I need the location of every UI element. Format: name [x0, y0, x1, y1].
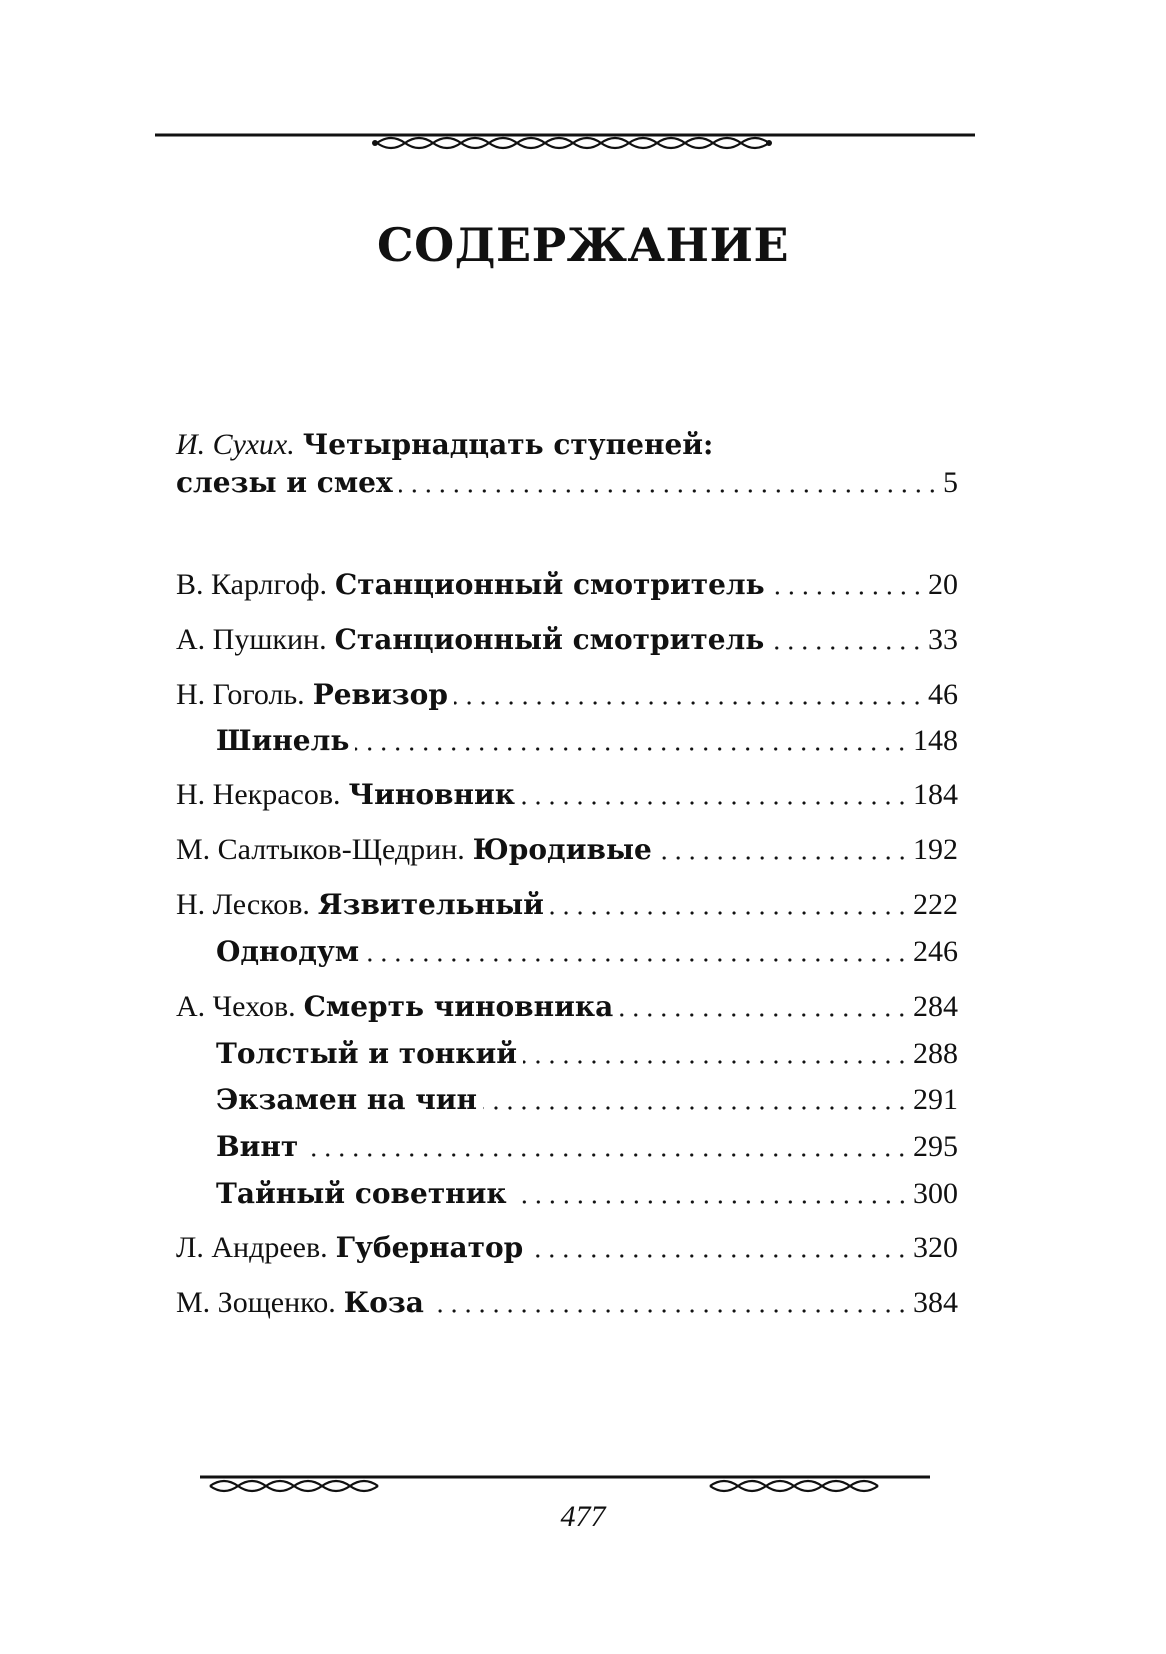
toc-author: Н. Некрасов. [176, 778, 341, 811]
toc-title: Толстый и тонкий [216, 1037, 518, 1070]
bottom-divider-ornament [200, 1470, 930, 1504]
toc-page-number: 291 [913, 1083, 958, 1116]
dot-leader [304, 1152, 909, 1158]
top-divider-ornament [155, 125, 975, 161]
toc-title: Чиновник [348, 778, 515, 811]
toc-page-number: 246 [913, 935, 958, 968]
toc-page-number: 300 [913, 1177, 958, 1210]
toc-title: Экзамен на чин [216, 1083, 478, 1116]
toc-entry [216, 932, 958, 972]
toc-page-number: 222 [913, 888, 958, 921]
toc-entry [176, 775, 958, 815]
toc-title: Юродивые [472, 833, 652, 866]
toc-page-number: 288 [913, 1037, 958, 1070]
toc-author: М. Салтыков-Щедрин. [176, 833, 465, 866]
toc-title: слезы и смех [176, 466, 393, 499]
toc-page-number: 148 [913, 724, 958, 757]
toc-entry [176, 675, 958, 715]
dot-leader [550, 910, 909, 916]
dot-leader [521, 800, 909, 806]
toc-author: Н. Гоголь. [176, 678, 305, 711]
toc-page-number: 184 [913, 778, 958, 811]
toc-entry [216, 1127, 958, 1167]
toc-author: А. Пушкин. [176, 623, 327, 656]
toc-title: Коза [343, 1286, 424, 1319]
dot-leader [619, 1012, 909, 1018]
toc-title: Губернатор [335, 1231, 524, 1264]
toc-author: А. Чехов. [176, 990, 296, 1023]
toc-title: Смерть чиновника [303, 990, 614, 1023]
toc-author: Н. Лесков. [176, 888, 310, 921]
toc-title: Четырнадцать ступеней: [302, 428, 714, 461]
toc-entry [176, 1283, 958, 1323]
toc-author: В. Карлгоф. [176, 568, 328, 601]
dot-leader [355, 746, 909, 752]
toc-entry [176, 830, 958, 870]
toc-intro-line-1 [176, 425, 958, 465]
toc-entry [176, 987, 958, 1027]
toc-title: Тайный советник [216, 1177, 507, 1210]
dot-leader [483, 1105, 909, 1111]
toc-title: Ревизор [312, 678, 448, 711]
dot-leader [771, 590, 924, 596]
dot-leader [430, 1308, 909, 1314]
dot-leader [399, 488, 939, 494]
toc-title: Станционный смотритель [335, 568, 765, 601]
toc-page-number: 284 [913, 990, 958, 1023]
toc-page-number: 192 [913, 833, 958, 866]
toc-page-number: 20 [928, 568, 958, 601]
toc-title: Станционный смотритель [334, 623, 765, 656]
toc-entry [176, 565, 958, 605]
dot-leader [658, 855, 909, 861]
toc-entry [176, 885, 958, 925]
page-title: СОДЕРЖАНИЕ [376, 218, 790, 272]
toc-title: Шинель [216, 724, 350, 757]
toc-author: И. Сухих. [176, 428, 295, 461]
toc-entry [216, 1034, 958, 1074]
toc-author: Л. Андреев. [176, 1231, 328, 1264]
dot-leader [454, 700, 924, 706]
toc-entry [176, 1228, 958, 1268]
toc-page-number: 33 [928, 623, 958, 656]
toc-author: М. Зощенко. [176, 1286, 336, 1319]
toc-page-number: 5 [943, 466, 958, 499]
toc-page-number: 46 [928, 678, 958, 711]
dot-leader [770, 645, 924, 651]
toc-entry [216, 1174, 958, 1214]
toc-page-number: 320 [913, 1231, 958, 1264]
toc-entry [216, 1080, 958, 1120]
toc-title: Однодум [216, 935, 360, 968]
dot-leader [529, 1253, 909, 1259]
dot-leader [513, 1199, 909, 1205]
toc-title: Винт [216, 1130, 299, 1163]
dot-leader [365, 957, 909, 963]
toc-page-number: 295 [913, 1130, 958, 1163]
toc-intro-line-2 [176, 463, 958, 503]
toc-title: Язвительный [317, 888, 544, 921]
toc-page-number: 384 [913, 1286, 958, 1319]
toc-entry [176, 620, 958, 660]
toc-entry [216, 721, 958, 761]
dot-leader [523, 1059, 909, 1065]
page-number: 477 [560, 1500, 606, 1533]
